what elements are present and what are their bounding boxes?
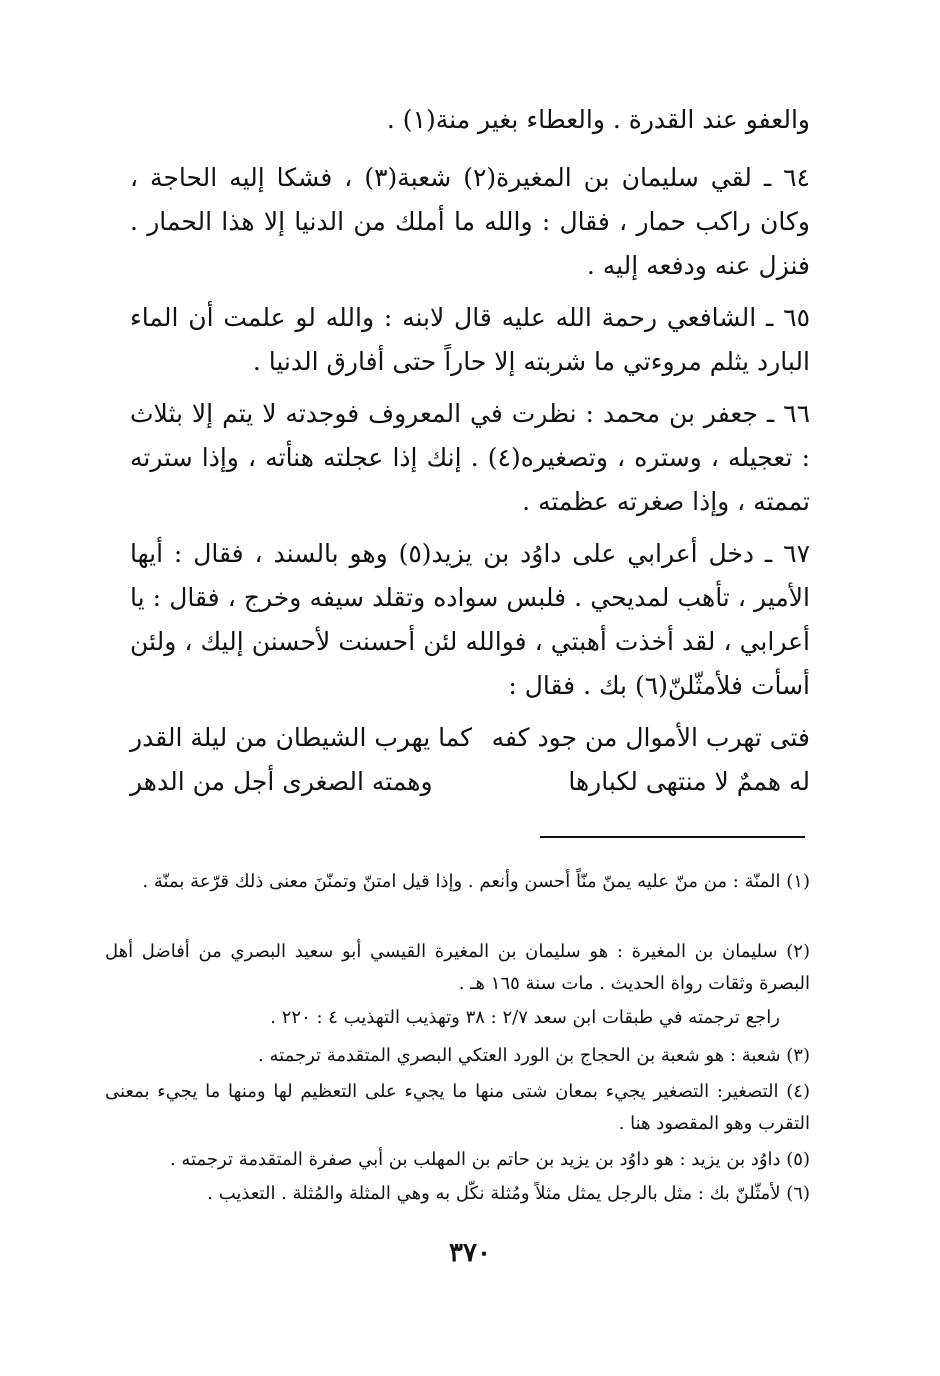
footnote-1: (١) المنّة : من منّ عليه يمنّ منّاً أحسن وأنعم . وإذا قيل امتنّ وتمنّنَ معنى ذلك قرّعة بمنّة . bbox=[142, 871, 810, 892]
page-number: ٣٧٠ bbox=[449, 1238, 491, 1268]
poem-verses bbox=[130, 716, 810, 804]
paragraph-66: ٦٦ ـ جعفر بن محمد : نظرت في المعروف فوجدته لا يتم إلا بثلاث : تعجيله ، وستره ، وتصغيره(٤) . إنك إذا عجلته هنأته ، وإذا سترته تممته ، وإذا صغرته عظمته . bbox=[130, 399, 810, 516]
verse-first-hemistich: فتى تهرب الأموال من جود كفه bbox=[491, 723, 810, 752]
footnote-5: (٥) داوُد بن يزيد : هو داوُد بن يزيد بن حاتم بن المهلب بن أبي صفرة المتقدمة ترجمته . bbox=[169, 1149, 810, 1170]
footnote-3: (٣) شعبة : هو شعبة بن الحجاج بن الورد العتكي البصري المتقدمة ترجمته . bbox=[258, 1045, 810, 1066]
paragraph-64: ٦٤ ـ لقي سليمان بن المغيرة(٢) شعبة(٣) ، فشكا إليه الحاجة ، وكان راكب حمار ، فقال : والله ما أملك من الدنيا إلا هذا الحمار . فنزل عنه ودفعه إليه . bbox=[130, 163, 810, 280]
footnote-separator bbox=[540, 836, 805, 838]
footnote-2-reference: راجع ترجمته في طبقات ابن سعد ٢/٧ : ٣٨ وتهذيب التهذيب ٤ : ٢٢٠ . bbox=[270, 1007, 780, 1028]
verse-second-hemistich: كما يهرب الشيطان من ليلة القدر bbox=[130, 723, 473, 752]
verse-line bbox=[130, 760, 810, 804]
footnote-2: (٢) سليمان بن المغيرة : هو سليمان بن المغيرة القيسي أبو سعيد البصري من أفاضل أهل البصرة وثقات رواة الحديث . مات سنة ١٦٥ هـ . bbox=[105, 941, 810, 994]
verse-second-hemistich: وهمته الصغرى أجل من الدهر bbox=[130, 767, 433, 796]
verse-first-hemistich: له هممٌ لا منتهى لكبارها bbox=[568, 767, 810, 796]
paragraph-65: ٦٥ ـ الشافعي رحمة الله عليه قال لابنه : والله لو علمت أن الماء البارد يثلم مروءتي ما شربته إلا حاراً حتى أفارق الدنيا . bbox=[130, 303, 810, 376]
paragraph-67: ٦٧ ـ دخل أعرابي على داوُد بن يزيد(٥) وهو بالسند ، فقال : أيها الأمير ، تأهب لمديحي . فلبس سواده وتقلد سيفه وخرج ، فقال : يا أعرابي ، لقد أخذت أهبتي ، فوالله لئن أحسنت لأحسنن إليك ، ولئن أسأت فلأمثّلنّ(٦) بك . فقال : bbox=[130, 539, 810, 700]
verse-line bbox=[130, 716, 810, 760]
paragraph-intro: والعفو عند القدرة . والعطاء بغير منة(١) . bbox=[386, 105, 810, 134]
footnote-4: (٤) التصغير: التصغير يجيء بمعان شتى منها ما يجيء على التعظيم لها ومنها ما يجيء بمعنى التقرب وهو المقصود هنا . bbox=[105, 1081, 810, 1134]
footnote-6: (٦) لأمثّلنّ بك : مثل بالرجل يمثل مثلاً ومُثلة نكّل به وهي المثلة والمُثلة . التعذيب . bbox=[207, 1183, 810, 1204]
